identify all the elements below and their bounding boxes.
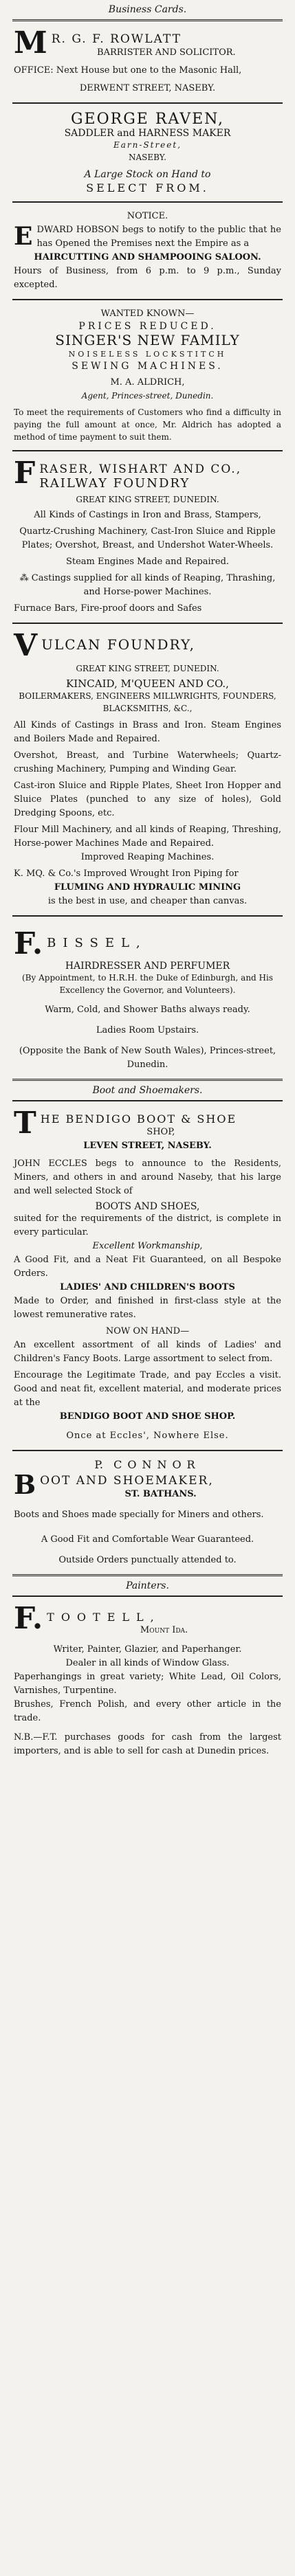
supplied-label: Castings supplied for all kinds of Reaping, Thrashing, and Horse-power Machines.: [31, 573, 276, 597]
drop-cap: M: [14, 25, 47, 60]
advertiser-name: HE BENDIGO BOOT & SHOE: [40, 1112, 237, 1125]
brushes-text: Brushes, French Polish, and every other article in the trade.: [14, 1699, 281, 1723]
vulcan-para-2: Overshot, Breast, and Turbine Waterwheels; Quartz-crushing Machinery, Pumping and Winding Gear.: [14, 750, 281, 774]
divider: [12, 1595, 283, 1597]
body-text: To meet the requirements of Customers who find a difficulty in paying the full amount at once, Mr. Aldrich has adopted a method of time payment to suit them.: [14, 407, 281, 442]
divider: [12, 1574, 283, 1576]
fit-text: A Good Fit, and a Neat Fit Guaranteed, on all Bespoke Orders.: [14, 1255, 281, 1279]
town-text: ST. BATHANS.: [124, 1489, 197, 1499]
nb-text: N.B.—F.T. purchases goods for cash from the largest importers, and is able to sell for cash at Dunedin prices.: [14, 1732, 281, 1756]
intro-text: DWARD HOBSON begs to notify to the public that he has Opened the Premises next the Empire as a: [36, 225, 281, 249]
section-header-business: Business Cards.: [108, 4, 187, 15]
baths-text: Warm, Cold, and Shower Baths always ready.: [45, 1005, 250, 1015]
ladies-title: LADIES' AND CHILDREN'S BOOTS: [60, 1282, 235, 1292]
divider: [12, 1100, 283, 1101]
trades-text: BOILERMAKERS, ENGINEERS MILLWRIGHTS, FOUNDERS, BLACKSMITHS, &C.,: [19, 691, 276, 713]
steam-text: Steam Engines Made and Repaired.: [65, 557, 230, 567]
stock-line-2: SELECT FROM.: [86, 181, 209, 194]
advertisement-column: [12, 0, 283, 1761]
section-header-painters: Painters.: [126, 1580, 169, 1591]
vulcan-para-3: Cast-iron Sluice and Ripple Plates, Sheet Iron Hopper and Sluice Plates (punched to any size of holes), Gold Dredging Spoons, etc.: [14, 781, 281, 818]
shop-text: SHOP,: [146, 1127, 175, 1137]
advertiser-name: CONNOR: [113, 1458, 201, 1471]
advertiser-title: SADDLER and HARNESS MAKER: [64, 128, 231, 139]
address-text: GREAT KING STREET, DUNEDIN.: [76, 664, 219, 673]
address-text: LEVEN STREET, NASEBY.: [83, 1141, 212, 1151]
suited-text: suited for the requirements of the district, is complete in every particular.: [14, 1213, 281, 1237]
ad-tootell: [12, 1601, 283, 1761]
ad-rowlatt: [12, 25, 283, 98]
town-text: Mount Ida.: [140, 1625, 188, 1635]
drop-cap: F: [14, 456, 36, 491]
wanted-text: WANTED KNOWN—: [100, 309, 195, 319]
advertiser-name: TOOTELL,: [47, 1611, 161, 1624]
appointment-text: (By Appointment, to H.R.H. the Duke of Edinburgh, and His Excellency the Governor, and Volunteers).: [22, 973, 273, 995]
advertiser-title: HAIRDRESSER AND PERFUMER: [65, 961, 230, 972]
divider: [12, 19, 283, 21]
divider: [12, 201, 283, 203]
street-text: Earn-Street,: [113, 140, 182, 150]
location-text: (Opposite the Bank of New South Wales), Princes-street, Dunedin.: [19, 1046, 276, 1070]
agent-name: M. A. ALDRICH,: [110, 377, 185, 388]
dealer-text: Dealer in all kinds of Window Glass.: [65, 1658, 230, 1668]
advertiser-name: BISSEL,: [47, 936, 147, 950]
once-text: Once at Eccles', Nowhere Else.: [66, 1431, 229, 1441]
divider: [12, 623, 283, 624]
ladies-text: Ladies Room Upstairs.: [96, 1025, 199, 1035]
ad-hobson: [12, 207, 283, 295]
ad-raven: [12, 108, 283, 197]
quartz-text: Quartz-Crushing Machinery, Cast-Iron Sluice and Ripple Plates; Overshot, Breast, and Undershot Water-Wheels.: [19, 526, 276, 550]
advertiser-name: R. G. F. ROWLATT: [51, 32, 182, 46]
drop-cap: T: [14, 1106, 36, 1141]
town-text: NASEBY.: [129, 153, 166, 162]
asterism-icon: ⁂: [19, 573, 32, 583]
divider: [12, 1079, 283, 1081]
intro-text: JOHN ECCLES begs to announce to the Residents, Miners, and others in and around Naseby, that his large and well selected Stock of: [14, 1158, 281, 1196]
drop-cap: F.: [14, 926, 43, 961]
advertiser-name: RASER, WISHART AND CO.,: [39, 462, 242, 476]
drop-cap: E: [14, 222, 33, 251]
encourage-text: Encourage the Legitimate Trade, and pay Eccles a visit. Good and neat fit, excellent material, and moderate prices at the: [14, 1370, 281, 1408]
street-text: DERWENT STREET, NASEBY.: [79, 83, 216, 93]
ad-fraser-wishart: [12, 456, 283, 618]
ad-singer: [12, 304, 283, 446]
initial-text: P.: [94, 1458, 103, 1471]
prices-text: PRICES REDUCED.: [78, 321, 217, 332]
supplied-text: [14, 572, 281, 599]
firm-name: KINCAID, M'QUEEN AND CO.,: [66, 677, 229, 690]
drop-cap: B: [14, 1469, 36, 1500]
divider: [12, 450, 283, 451]
agent-address: Agent, Princes-street, Dunedin.: [81, 391, 214, 401]
trades-text: Writer, Painter, Glazier, and Paperhanger.: [53, 1644, 242, 1655]
body-text: Boots and Shoes made specially for Miners and others.: [14, 1510, 264, 1520]
vulcan-para-7: FLUMING AND HYDRAULIC MINING: [54, 882, 241, 893]
divider: [12, 299, 283, 300]
drop-cap: F.: [14, 1601, 43, 1636]
paper-text: Paperhangings in great variety; White Lead, Oil Colors, Varnishes, Turpentine.: [14, 1672, 281, 1696]
notice-heading: NOTICE.: [127, 211, 168, 221]
advertiser-name: GEORGE RAVEN,: [70, 111, 224, 128]
vulcan-para-5: Improved Reaping Machines.: [80, 852, 215, 862]
furnace-text: Furnace Bars, Fire-proof doors and Safes: [14, 603, 202, 614]
vulcan-para-1: All Kinds of Castings in Brass and Iron. Steam Engines and Boilers Made and Repaired.: [14, 720, 281, 744]
office-text: OFFICE: Next House but one to the Masonic Hall,: [14, 65, 242, 76]
hours-text: Hours of Business, from 6 p.m. to 9 p.m., Sunday excepted.: [14, 266, 281, 290]
advertiser-title: OOT AND SHOEMAKER,: [40, 1474, 214, 1488]
vulcan-para-6: K. MQ. & Co.'s Improved Wrought Iron Piping for: [14, 869, 239, 879]
divider: [12, 102, 283, 104]
machines-title: SEWING MACHINES.: [72, 361, 223, 372]
divider: [12, 1450, 283, 1451]
goods-text: BOOTS AND SHOES,: [95, 1201, 200, 1212]
address-text: GREAT KING STREET, DUNEDIN.: [76, 495, 219, 504]
section-header-boots: Boot and Shoemakers.: [92, 1085, 203, 1096]
ad-connor: [12, 1455, 283, 1570]
ladies-text: Made to Order, and finished in first-class style at the lowest remunerative rates.: [14, 1296, 281, 1320]
stock-line: A Large Stock on Hand to: [84, 169, 211, 180]
assortment-text: An excellent assortment of all kinds of Ladies' and Children's Fancy Boots. Large assortment to select from.: [14, 1340, 281, 1364]
advertiser-title: BARRISTER AND SOLICITOR.: [97, 47, 236, 58]
ad-bendigo-boot: [12, 1106, 283, 1446]
orders-text: Outside Orders punctually attended to.: [58, 1555, 237, 1565]
connor-name-row: [14, 1458, 281, 1471]
castings-text: All Kinds of Castings in Iron and Brass, Stampers,: [34, 510, 261, 520]
ad-vulcan-foundry: [12, 628, 283, 911]
advertiser-name: ULCAN FOUNDRY,: [41, 636, 195, 653]
fit-text: A Good Fit and Comfortable Wear Guaranteed.: [41, 1534, 254, 1545]
sub-title: NOISELESS LOCKSTITCH: [68, 350, 227, 359]
divider: [12, 915, 283, 917]
shop-name-text: BENDIGO BOOT AND SHOE SHOP.: [59, 1411, 236, 1422]
ad-bissel: [12, 921, 283, 1075]
vulcan-para-8: is the best in use, and cheaper than canvas.: [47, 896, 248, 906]
vulcan-para-4: Flour Mill Machinery, and all kinds of Reaping, Threshing, Horse-power Machines Made and Repaired.: [14, 825, 281, 849]
advertiser-name: SINGER'S NEW FAMILY: [55, 332, 240, 348]
foundry-name: RAILWAY FOUNDRY: [39, 476, 190, 491]
service-text: HAIRCUTTING AND SHAMPOOING SALOON.: [34, 252, 261, 262]
now-text: NOW ON HAND—: [105, 1326, 190, 1336]
work-text: Excellent Workmanship,: [92, 1241, 203, 1251]
drop-cap: V: [14, 628, 38, 663]
